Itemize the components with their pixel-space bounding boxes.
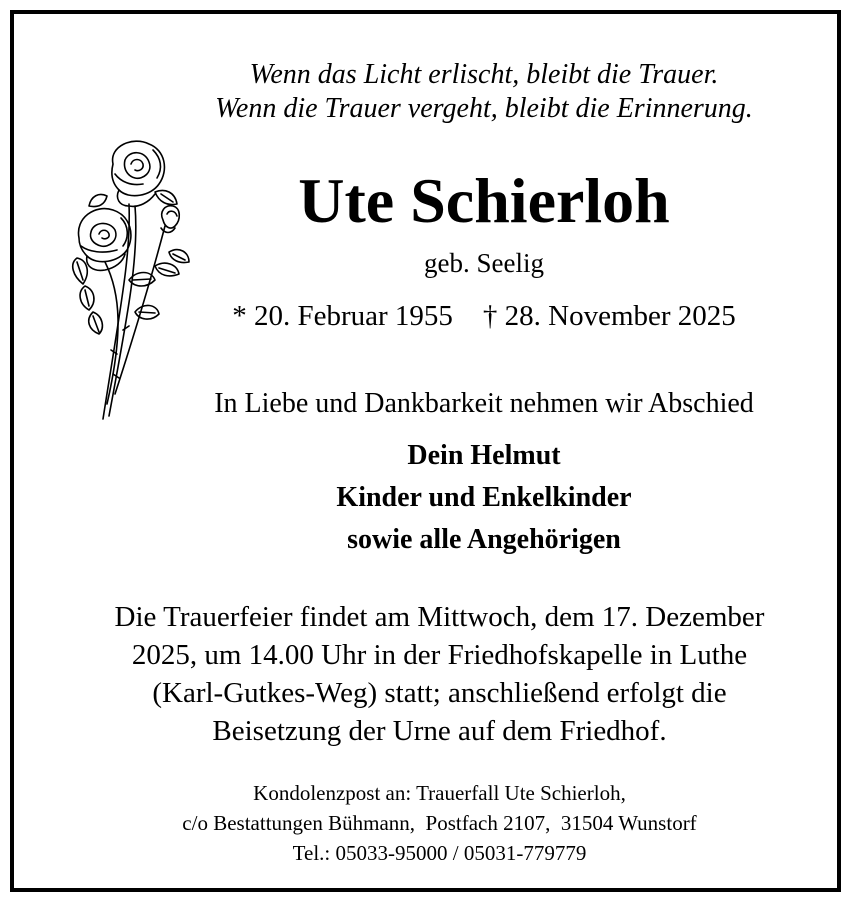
mourner-line: Kinder und Enkelkinder [336,482,632,513]
motto-line-2: Wenn die Trauer vergeht, bleibt die Erinnerung. [215,93,753,124]
life-dates [54,298,851,334]
maiden-name: geb. Seelig [424,248,544,278]
contact-line: Kondolenzpost an: Trauerfall Ute Schierloh, [253,781,626,805]
contact-line: c/o Bestattungen Bühmann, Postfach 2107, 31504 Wunstorf [182,811,697,835]
ceremony-line: 2025, um 14.00 Uhr in der Friedhofskapelle in Luthe [131,639,748,671]
mourner-line: sowie alle Angehörigen [347,524,621,555]
motto-line-1: Wenn das Licht erlischt, bleibt die Trauer. [249,59,719,90]
death-date: † 28. November 2025 [482,300,736,332]
deceased-name: Ute Schierloh [298,165,670,236]
mourner-line: Dein Helmut [407,440,561,471]
contact-line: Tel.: 05033-95000 / 05031-779779 [292,841,587,865]
ceremony-line: (Karl-Gutkes-Weg) statt; anschließend erfolgt die [152,677,727,709]
farewell-line: In Liebe und Dankbarkeit nehmen wir Abschied [214,388,754,419]
ceremony-line: Beisetzung der Urne auf dem Friedhof. [212,715,667,747]
obituary-frame [10,10,841,892]
ceremony-line: Die Trauerfeier findet am Mittwoch, dem 17. Dezember [114,601,765,633]
birth-date: * 20. Februar 1955 [232,300,453,332]
